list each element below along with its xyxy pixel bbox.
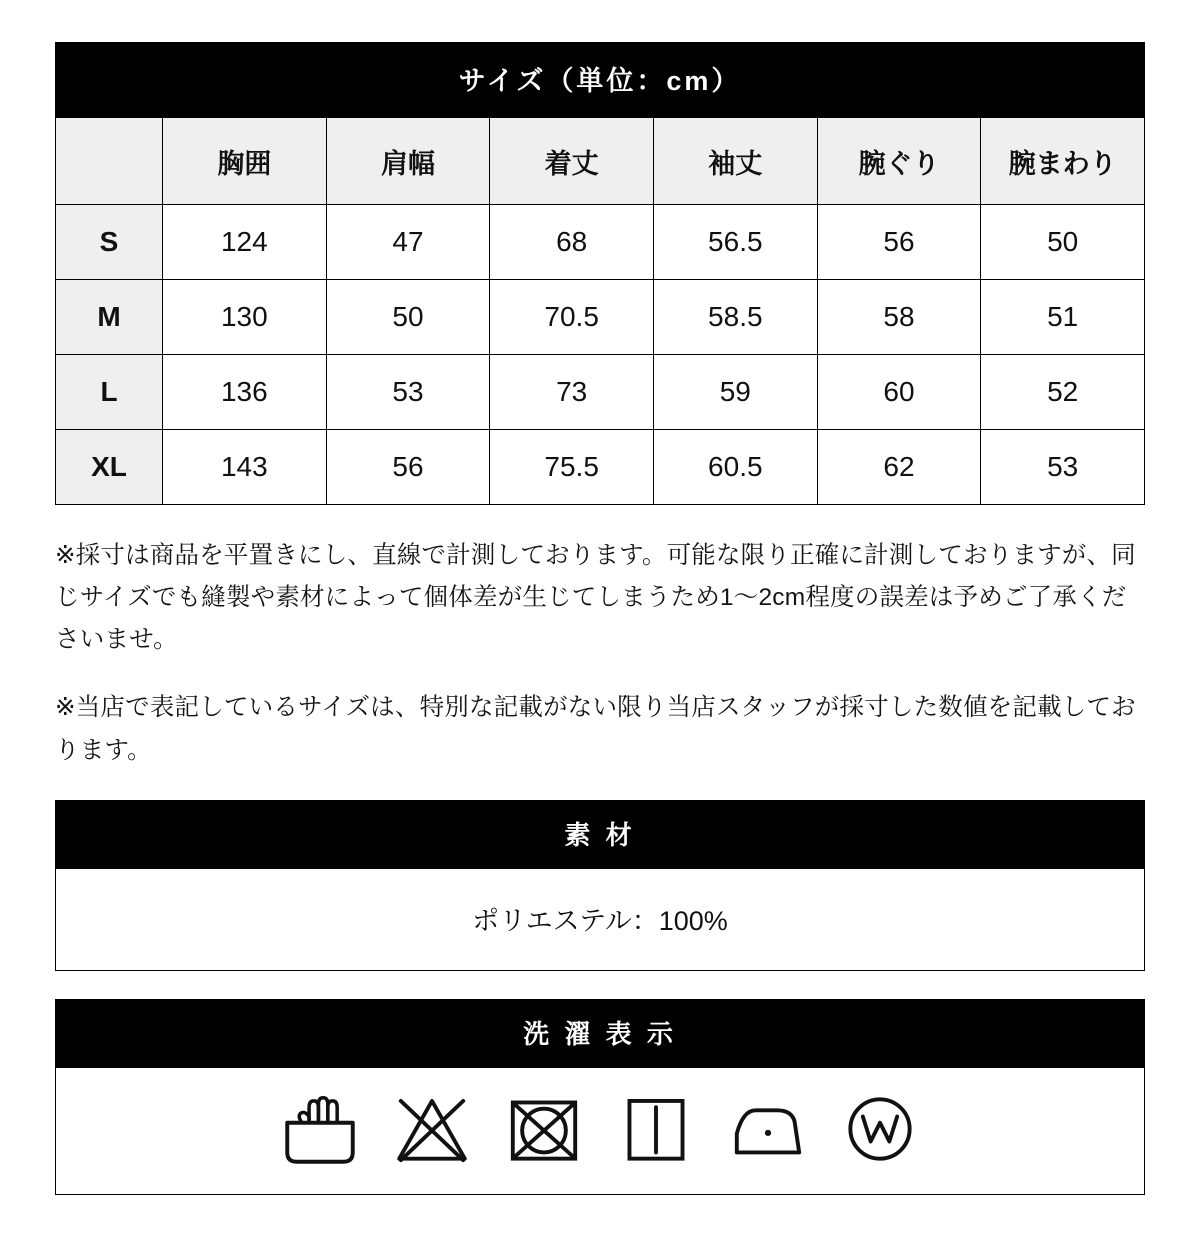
column-header-sleeve-length: 袖丈	[653, 118, 817, 205]
care-icon-row	[56, 1068, 1144, 1194]
column-header-length: 着丈	[490, 118, 654, 205]
size-table-body	[56, 205, 1145, 505]
cell-xl-length: 75.5	[490, 430, 654, 505]
drip-dry-hanging-icon	[617, 1090, 695, 1168]
cell-s-sleeve: 56.5	[653, 205, 817, 280]
table-row	[56, 355, 1145, 430]
iron-low-icon	[729, 1090, 807, 1168]
no-tumble-dry-icon	[505, 1090, 583, 1168]
cell-m-length: 70.5	[490, 280, 654, 355]
row-label-m: M	[56, 280, 163, 355]
cell-l-sleeve: 59	[653, 355, 817, 430]
cell-m-shoulder: 50	[326, 280, 490, 355]
note-measurement-tolerance: ※採寸は商品を平置きにし、直線で計測しております。可能な限り正確に計測しておりますが、同じサイズでも縫製や素材によって個体差が生じてしまうため1〜2cm程度の誤差は予めご了承くださいませ。	[55, 542, 1136, 654]
size-table	[55, 42, 1145, 505]
cell-l-bust: 136	[163, 355, 327, 430]
material-section	[55, 800, 1145, 971]
wet-clean-icon	[841, 1090, 919, 1168]
row-label-xl: XL	[56, 430, 163, 505]
size-table-title: サイズ（単位：cm）	[55, 42, 1145, 117]
cell-xl-armhole: 62	[817, 430, 981, 505]
cell-l-shoulder: 53	[326, 355, 490, 430]
cell-m-arm: 51	[981, 280, 1145, 355]
cell-m-armhole: 58	[817, 280, 981, 355]
material-header: 素 材	[56, 800, 1144, 869]
cell-xl-arm: 53	[981, 430, 1145, 505]
cell-s-bust: 124	[163, 205, 327, 280]
table-row	[56, 280, 1145, 355]
cell-s-armhole: 56	[817, 205, 981, 280]
cell-s-length: 68	[490, 205, 654, 280]
care-header: 洗 濯 表 示	[56, 999, 1144, 1068]
table-row	[56, 205, 1145, 280]
cell-m-sleeve: 58.5	[653, 280, 817, 355]
no-bleach-icon	[393, 1090, 471, 1168]
column-header-armhole: 腕ぐり	[817, 118, 981, 205]
note-staff-measurement: ※当店で表記しているサイズは、特別な記載がない限り当店スタッフが採寸した数値を記載しております。	[55, 694, 1136, 764]
cell-m-bust: 130	[163, 280, 327, 355]
cell-xl-shoulder: 56	[326, 430, 490, 505]
cell-l-length: 73	[490, 355, 654, 430]
table-row	[56, 430, 1145, 505]
column-header-shoulder: 肩幅	[326, 118, 490, 205]
hand-wash-icon	[281, 1090, 359, 1168]
measurement-notes	[55, 535, 1145, 772]
size-table-head	[56, 118, 1145, 205]
size-guide-page	[0, 42, 1200, 1242]
cell-l-armhole: 60	[817, 355, 981, 430]
column-header-arm-circumference: 腕まわり	[981, 118, 1145, 205]
cell-s-arm: 50	[981, 205, 1145, 280]
care-section	[55, 999, 1145, 1195]
table-header-row	[56, 118, 1145, 205]
cell-xl-bust: 143	[163, 430, 327, 505]
column-header-bust: 胸囲	[163, 118, 327, 205]
row-label-s: S	[56, 205, 163, 280]
size-column-header	[56, 118, 163, 205]
cell-xl-sleeve: 60.5	[653, 430, 817, 505]
material-value: ポリエステル：100%	[56, 869, 1144, 970]
row-label-l: L	[56, 355, 163, 430]
cell-s-shoulder: 47	[326, 205, 490, 280]
cell-l-arm: 52	[981, 355, 1145, 430]
